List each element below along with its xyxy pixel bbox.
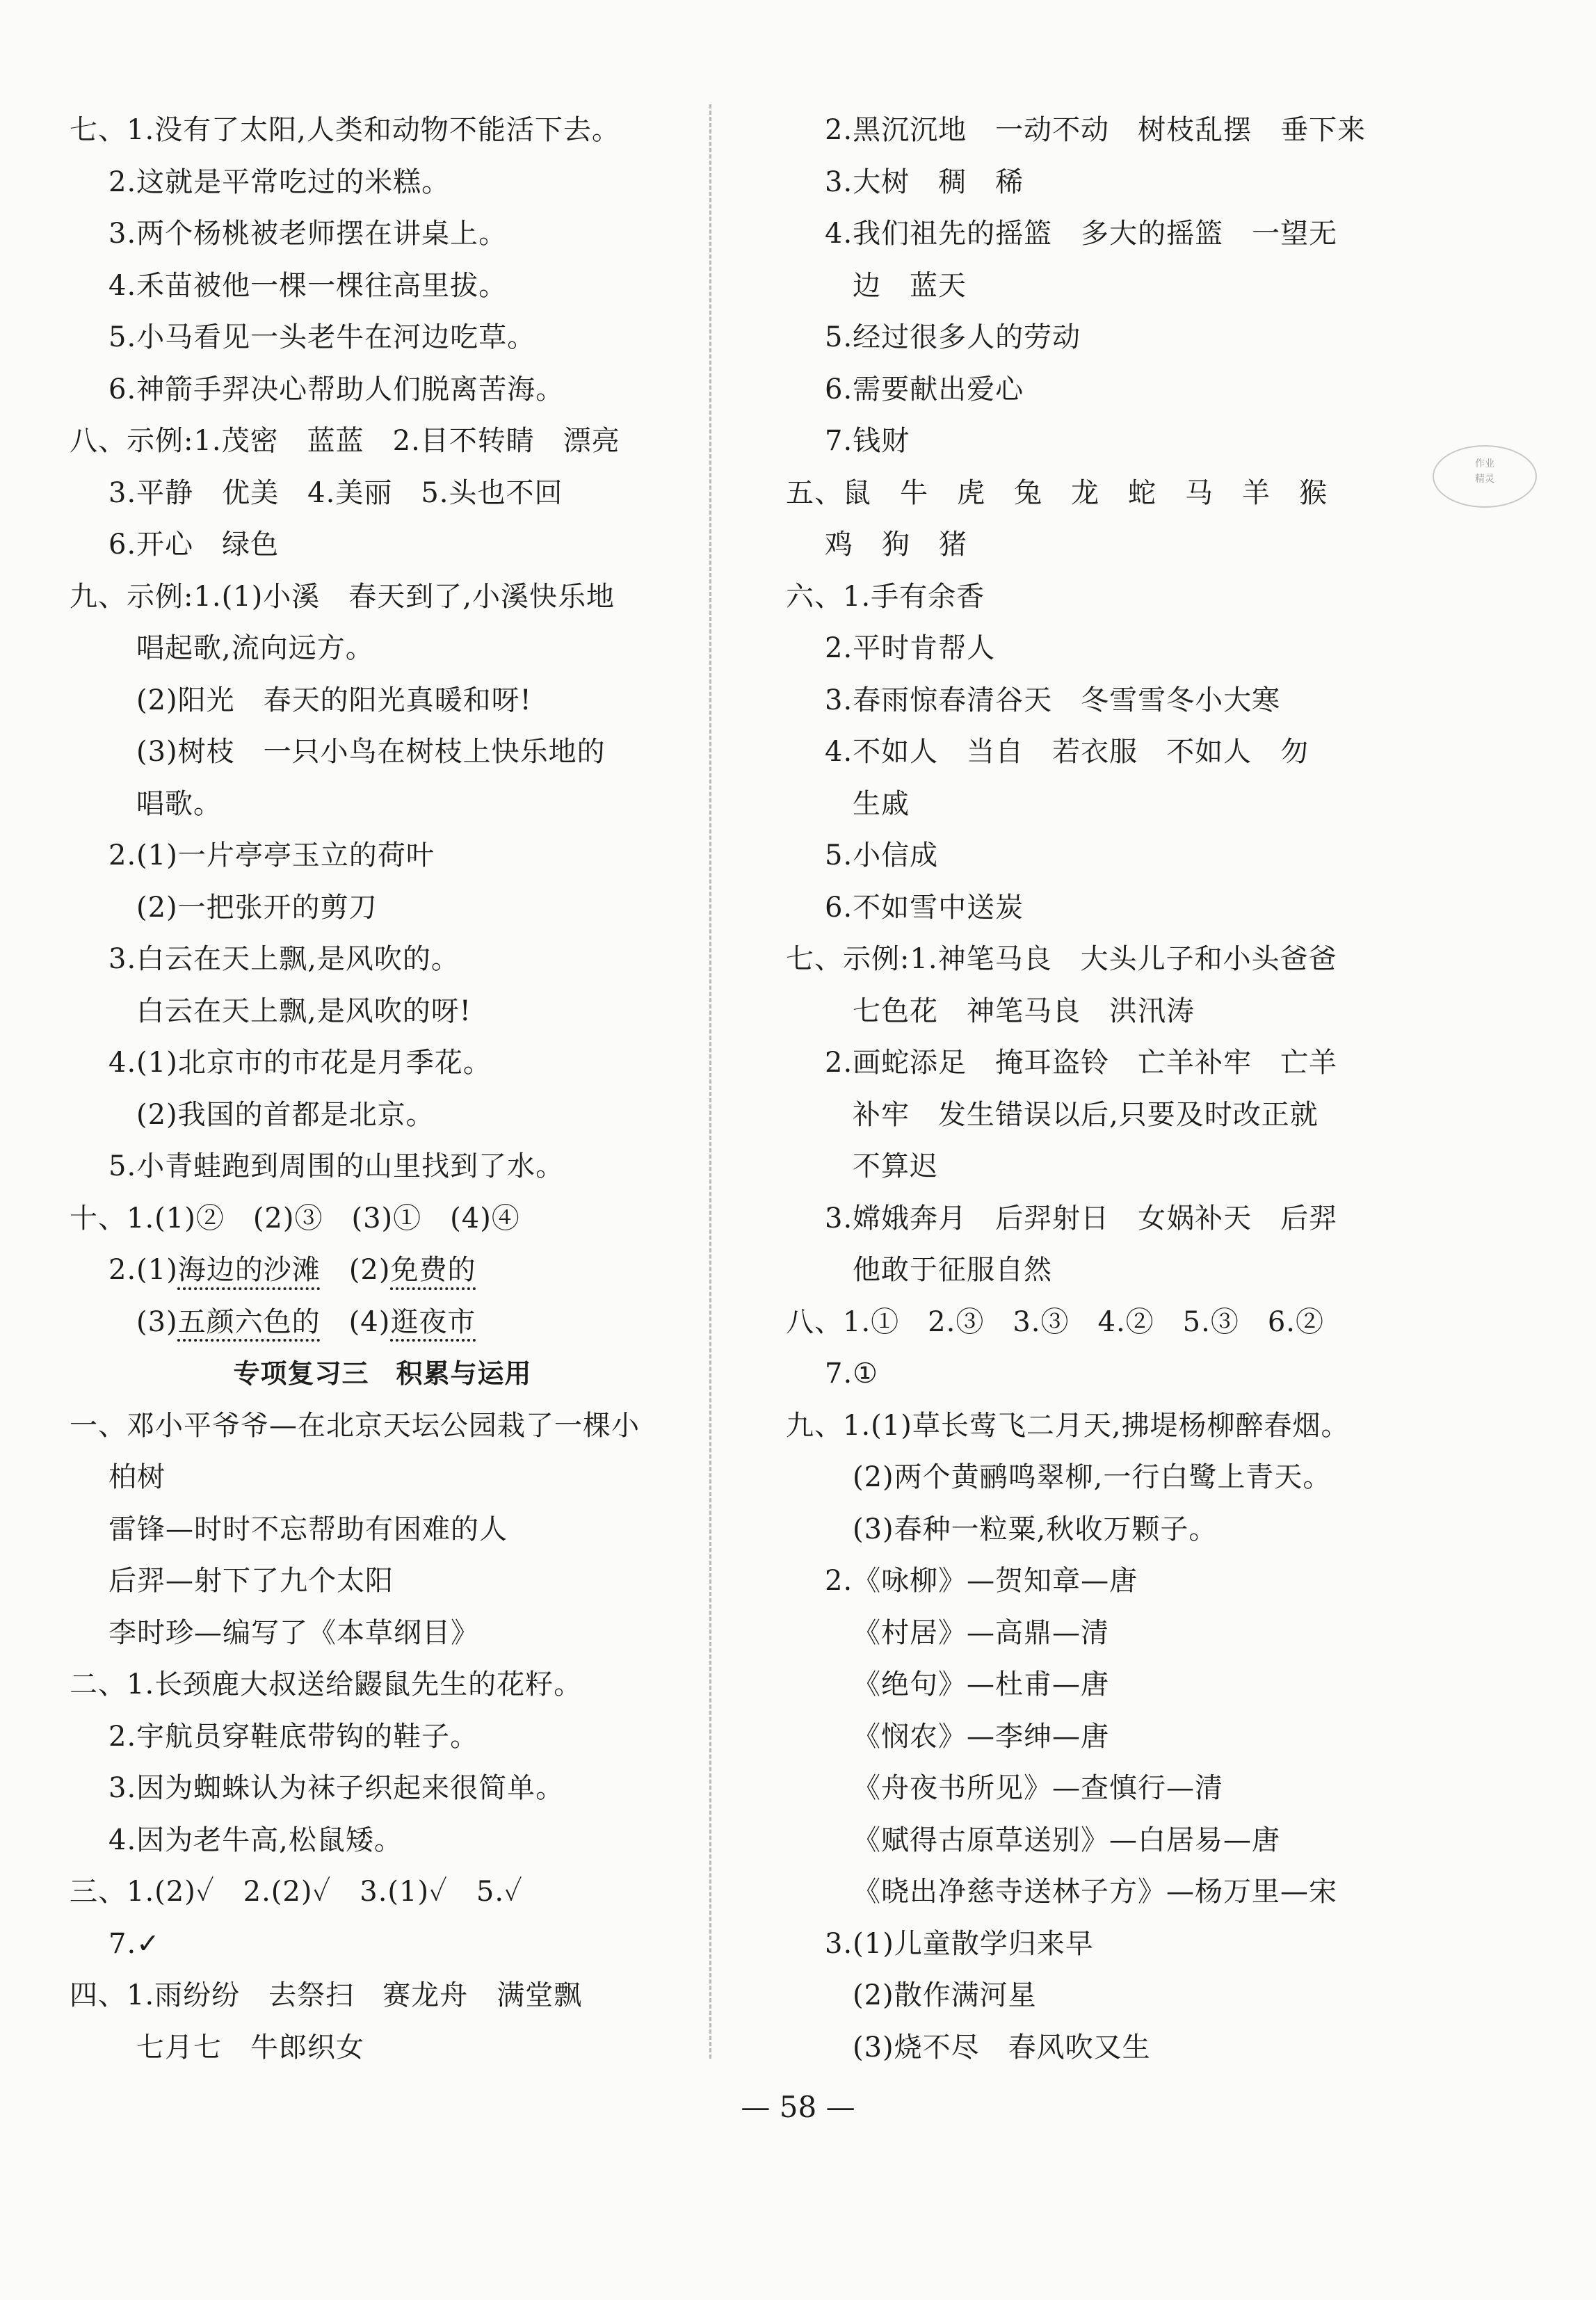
answer-label: (2) <box>320 1254 391 1286</box>
page-number: — 58 — <box>741 2090 855 2124</box>
answer-line: 一、邓小平爷爷—在北京天坛公园栽了一棵小 <box>70 1409 640 1442</box>
answer-line: 二、1.长颈鹿大叔送给鼹鼠先生的花籽。 <box>70 1668 583 1700</box>
answer-line: 七色花 神笔马良 洪汛涛 <box>853 995 1195 1027</box>
answer-line: 2.《咏柳》—贺知章—唐 <box>825 1565 1138 1597</box>
watermark-stamp <box>1433 445 1537 508</box>
answer-line: 5.经过很多人的劳动 <box>825 321 1081 353</box>
answer-line: 3.嫦娥奔月 后羿射日 女娲补天 后羿 <box>825 1202 1338 1235</box>
stamp-top-text: 作业 <box>1475 458 1494 469</box>
answer-line: 《村居》—高鼎—清 <box>853 1616 1109 1649</box>
answer-line: (2)一把张开的剪刀 <box>136 891 378 924</box>
answer-line: (2)我国的首都是北京。 <box>136 1098 435 1131</box>
answer-line: 十、1.(1)② (2)③ (3)① (4)④ <box>70 1202 520 1235</box>
answer-line: (2)阳光 春天的阳光真暖和呀! <box>136 684 532 716</box>
answer-line <box>70 1296 695 1349</box>
answer-line: 2.宇航员穿鞋底带钩的鞋子。 <box>108 1720 479 1753</box>
answer-line: 3.(1)儿童散学归来早 <box>825 1927 1094 1960</box>
answer-line: 后羿—射下了九个太阳 <box>108 1565 394 1597</box>
dotted-answer: 免费的 <box>390 1254 476 1286</box>
answer-line: 3.白云在天上飘,是风吹的。 <box>108 943 460 975</box>
answer-line: 2.(1)一片亭亭玉立的荷叶 <box>108 839 435 871</box>
answer-line: 6.需要献出爱心 <box>825 373 1024 405</box>
section-heading: 专项复习三 积累与运用 <box>233 1358 532 1389</box>
answer-line: 白云在天上飘,是风吹的呀! <box>136 995 471 1027</box>
answer-line: 6.开心 绿色 <box>108 529 280 561</box>
answer-line: 七、示例:1.神笔马良 大头儿子和小头爸爸 <box>786 943 1337 975</box>
answer-line: 3.两个杨桃被老师摆在讲桌上。 <box>108 218 508 250</box>
answer-line: 5.小青蛙跑到周围的山里找到了水。 <box>108 1150 565 1182</box>
answer-line: 7.① <box>825 1358 879 1390</box>
right-column <box>786 104 1384 2073</box>
answer-line: 6.神箭手羿决心帮助人们脱离苦海。 <box>108 373 565 405</box>
answer-line: 生戚 <box>853 787 910 820</box>
answer-line <box>70 1244 695 1296</box>
answer-line: 2.画蛇添足 掩耳盗铃 亡羊补牢 亡羊 <box>825 1047 1338 1079</box>
answer-line: (3)树枝 一只小鸟在树枝上快乐地的 <box>136 736 606 768</box>
answer-line: 不算迟 <box>853 1150 938 1182</box>
answer-line: 《悯农》—李绅—唐 <box>853 1720 1109 1753</box>
answer-line: 4.(1)北京市的市花是月季花。 <box>108 1047 492 1079</box>
answer-line: 2.黑沉沉地 一动不动 树枝乱摆 垂下来 <box>825 114 1367 146</box>
answer-line: 雷锋—时时不忘帮助有困难的人 <box>108 1513 508 1545</box>
answer-line: 七、1.没有了太阳,人类和动物不能活下去。 <box>70 114 620 146</box>
answer-label: (4) <box>320 1305 391 1338</box>
column-divider <box>709 104 711 2059</box>
answer-line: 7.✓ <box>108 1927 161 1960</box>
stamp-bottom-text: 精灵 <box>1475 474 1494 485</box>
answer-line: (2)散作满河星 <box>853 1979 1037 2011</box>
answer-line: 7.钱财 <box>825 425 910 457</box>
answer-line: 4.禾苗被他一棵一棵往高里拔。 <box>108 269 508 302</box>
answer-line: 柏树 <box>108 1461 166 1493</box>
answer-line: 五、鼠 牛 虎 兔 龙 蛇 马 羊 猴 <box>786 476 1328 509</box>
answer-line: 唱歌。 <box>136 787 222 820</box>
answer-line: 4.不如人 当自 若衣服 不如人 勿 <box>825 736 1309 768</box>
answer-line: 《赋得古原草送别》—白居易—唐 <box>853 1824 1280 1856</box>
answer-line: 3.春雨惊春清谷天 冬雪雪冬小大寒 <box>825 684 1281 716</box>
answer-line: (3)烧不尽 春风吹又生 <box>853 2031 1151 2064</box>
answer-line: 补牢 发生错误以后,只要及时改正就 <box>853 1098 1319 1131</box>
answer-line: 4.因为老牛高,松鼠矮。 <box>108 1824 403 1856</box>
answer-line: 3.大树 稠 稀 <box>825 166 1024 198</box>
dotted-answer: 海边的沙滩 <box>177 1254 321 1286</box>
answer-line: 2.平时肯帮人 <box>825 632 996 664</box>
answer-line: 《绝句》—杜甫—唐 <box>853 1668 1109 1700</box>
dotted-answer: 五颜六色的 <box>177 1305 321 1338</box>
dotted-answer: 逛夜市 <box>390 1305 476 1338</box>
answer-line: 九、示例:1.(1)小溪 春天到了,小溪快乐地 <box>70 580 615 613</box>
answer-line: 唱起歌,流向远方。 <box>136 632 374 664</box>
answer-line: 6.不如雪中送炭 <box>825 891 1024 924</box>
answer-line: 《晓出净慈寺送林子方》—杨万里—宋 <box>853 1876 1337 1908</box>
answer-line: 四、1.雨纷纷 去祭扫 赛龙舟 满堂飘 <box>70 1979 583 2011</box>
answer-line: 5.小马看见一头老牛在河边吃草。 <box>108 321 536 353</box>
answer-line: 《舟夜书所见》—查慎行—清 <box>853 1772 1223 1804</box>
answer-line: 三、1.(2)✓ 2.(2)✓ 3.(1)✓ 5.✓ <box>70 1876 523 1908</box>
answer-label: 2.(1) <box>108 1254 178 1286</box>
answer-line: 李时珍—编写了《本草纲目》 <box>108 1616 479 1649</box>
answer-line: 七月七 牛郎织女 <box>136 2031 364 2064</box>
answer-line: 4.我们祖先的摇篮 多大的摇篮 一望无 <box>825 218 1338 250</box>
answer-label: (3) <box>136 1305 178 1338</box>
answer-line: 3.因为蜘蛛认为袜子织起来很简单。 <box>108 1772 565 1804</box>
answer-line: 九、1.(1)草长莺飞二月天,拂堤杨柳醉春烟。 <box>786 1409 1350 1442</box>
answer-line: 八、示例:1.茂密 蓝蓝 2.目不转睛 漂亮 <box>70 425 620 457</box>
answer-line: 八、1.① 2.③ 3.③ 4.② 5.③ 6.② <box>786 1305 1324 1338</box>
answer-line: (2)两个黄鹂鸣翠柳,一行白鹭上青天。 <box>853 1461 1332 1493</box>
answer-line: 5.小信成 <box>825 839 939 871</box>
answer-line: 3.平静 优美 4.美丽 5.头也不回 <box>108 476 563 509</box>
answer-line: 边 蓝天 <box>853 269 967 302</box>
answer-line: (3)春种一粒粟,秋收万颗子。 <box>853 1513 1218 1545</box>
left-column <box>70 104 695 2073</box>
answer-line: 他敢于征服自然 <box>853 1254 1052 1286</box>
answer-line: 六、1.手有余香 <box>786 580 985 613</box>
answer-line: 鸡 狗 猪 <box>825 529 967 561</box>
answer-line: 2.这就是平常吃过的米糕。 <box>108 166 451 198</box>
